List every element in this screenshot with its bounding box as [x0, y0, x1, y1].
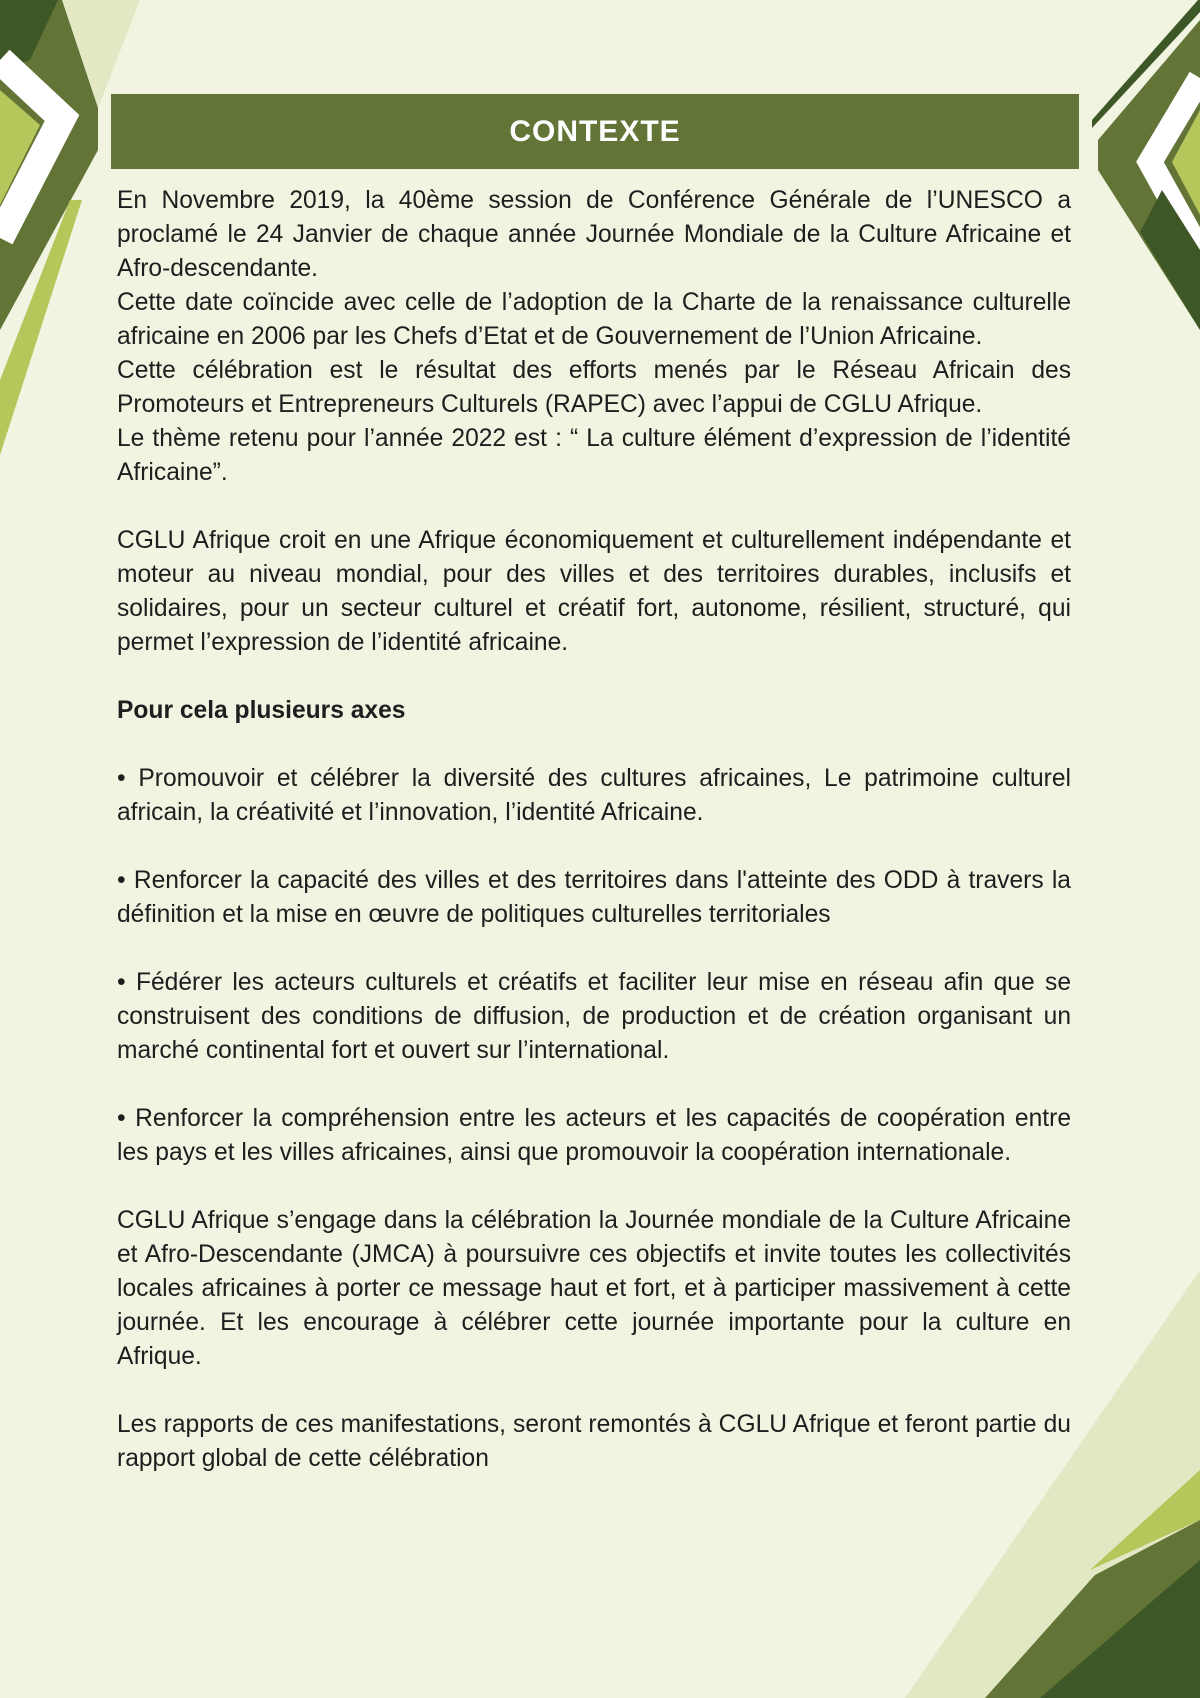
- axis-item: • Renforcer la capacité des villes et des territoires dans l'atteinte des ODD à travers la définition et la mise en œuvre de politiques culturelles territoriales: [117, 867, 1071, 928]
- vision-paragraph: CGLU Afrique croit en une Afrique économiquement et culturellement indépendante et moteur au niveau mondial, pour des villes et des territoires durables, inclusifs et solidaires, pour un secteur culturel et créatif fort, autonome, résilient, structuré, qui permet l’expression de l’identité africaine.: [117, 527, 1071, 656]
- axis-item: • Renforcer la compréhension entre les acteurs et les capacités de coopération entre les pays et les villes africaines, ainsi que promouvoir la coopération internationale.: [117, 1105, 1071, 1166]
- body-text: [117, 184, 1071, 1476]
- intro-paragraph: Cette célébration est le résultat des efforts menés par le Réseau Africain des Promoteurs et Entrepreneurs Culturels (RAPEC) avec l’appui de CGLU Afrique.: [117, 357, 1071, 418]
- axes-heading: Pour cela plusieurs axes: [117, 697, 406, 724]
- section-header: [111, 94, 1079, 169]
- intro-paragraph: Cette date coïncide avec celle de l’adoption de la Charte de la renaissance culturelle africaine en 2006 par les Chefs d’Etat et de Gouvernement de l’Union Africaine.: [117, 289, 1071, 350]
- intro-paragraph: En Novembre 2019, la 40ème session de Conférence Générale de l’UNESCO a proclamé le 24 Janvier de chaque année Journée Mondiale de la Culture Africaine et Afro-descendante.: [117, 187, 1071, 282]
- axis-item: • Fédérer les acteurs culturels et créatifs et faciliter leur mise en réseau afin que se construisent des conditions de diffusion, de production et de création organisant un marché continental fort et ouvert sur l’international.: [117, 969, 1071, 1064]
- engagement-paragraph: CGLU Afrique s’engage dans la célébration la Journée mondiale de la Culture Africaine et Afro-Descendante (JMCA) à poursuivre ces objectifs et invite toutes les collectivités locales africaines à porter ce message haut et fort, et à participer massivement à cette journée. Et les encourage à célébrer cette journée importante pour la culture en Afrique.: [117, 1207, 1071, 1370]
- section-title: CONTEXTE: [509, 114, 681, 148]
- axis-item: • Promouvoir et célébrer la diversité des cultures africaines, Le patrimoine culturel africain, la créativité et l’innovation, l’identité Africaine.: [117, 765, 1071, 826]
- reports-paragraph: Les rapports de ces manifestations, seront remontés à CGLU Afrique et feront partie du rapport global de cette célébration: [117, 1411, 1071, 1472]
- intro-paragraph: Le thème retenu pour l’année 2022 est : “ La culture élément d’expression de l’identité Africaine”.: [117, 425, 1071, 486]
